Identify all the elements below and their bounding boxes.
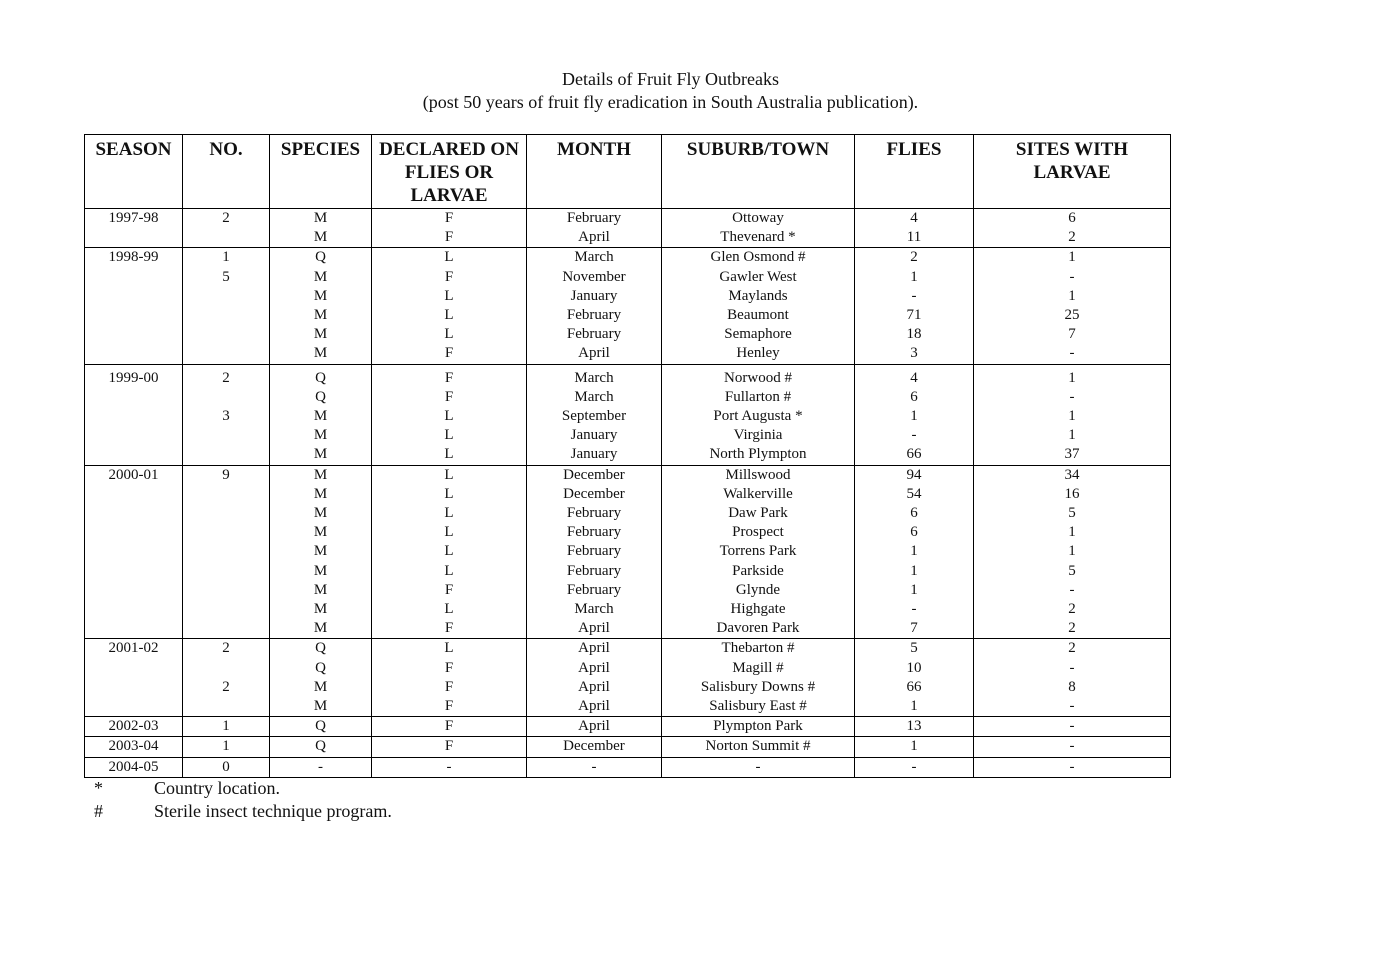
cell-species: M — [270, 325, 372, 344]
cell-suburb: Fullarton # — [662, 388, 855, 407]
cell-declared: F — [372, 344, 527, 364]
header-season: SEASON — [85, 135, 183, 209]
cell-sites: - — [974, 388, 1171, 407]
cell-declared: L — [372, 407, 527, 426]
cell-season — [85, 523, 183, 542]
cell-month: February — [527, 325, 662, 344]
cell-declared: F — [372, 737, 527, 757]
cell-flies: 7 — [855, 619, 974, 639]
cell-species: M — [270, 228, 372, 248]
cell-no: 1 — [183, 248, 270, 268]
cell-flies: - — [855, 600, 974, 619]
cell-no: 1 — [183, 737, 270, 757]
cell-sites: 25 — [974, 306, 1171, 325]
table-body — [85, 209, 1171, 778]
header-row — [85, 135, 1171, 209]
cell-suburb: Gawler West — [662, 268, 855, 287]
cell-month: February — [527, 542, 662, 561]
cell-season: 1998-99 — [85, 248, 183, 268]
cell-sites: 1 — [974, 542, 1171, 561]
cell-no: 2 — [183, 209, 270, 229]
cell-season: 2001-02 — [85, 639, 183, 659]
cell-species: Q — [270, 717, 372, 737]
cell-month: January — [527, 287, 662, 306]
cell-flies: 3 — [855, 344, 974, 364]
cell-no: 2 — [183, 639, 270, 659]
cell-declared: - — [372, 757, 527, 777]
cell-season: 1999-00 — [85, 364, 183, 388]
cell-suburb: Norwood # — [662, 364, 855, 388]
cell-species: M — [270, 562, 372, 581]
table-row — [85, 364, 1171, 388]
table-row — [85, 678, 1171, 697]
cell-sites: 34 — [974, 465, 1171, 485]
cell-flies: 4 — [855, 209, 974, 229]
cell-declared: F — [372, 268, 527, 287]
cell-sites: - — [974, 581, 1171, 600]
header-species: SPECIES — [270, 135, 372, 209]
cell-suburb: Salisbury East # — [662, 697, 855, 717]
table-row — [85, 504, 1171, 523]
cell-no — [183, 659, 270, 678]
cell-no — [183, 388, 270, 407]
cell-declared: L — [372, 639, 527, 659]
cell-sites: 8 — [974, 678, 1171, 697]
cell-season — [85, 659, 183, 678]
cell-month: April — [527, 619, 662, 639]
cell-declared: L — [372, 504, 527, 523]
cell-season — [85, 445, 183, 465]
cell-season — [85, 562, 183, 581]
cell-declared: F — [372, 697, 527, 717]
cell-species: M — [270, 678, 372, 697]
cell-no — [183, 523, 270, 542]
cell-declared: F — [372, 717, 527, 737]
footnote-text: Country location. — [154, 778, 280, 798]
cell-no: 3 — [183, 407, 270, 426]
cell-flies: 94 — [855, 465, 974, 485]
cell-month: December — [527, 737, 662, 757]
cell-suburb: Davoren Park — [662, 619, 855, 639]
cell-sites: 5 — [974, 504, 1171, 523]
cell-sites: 1 — [974, 364, 1171, 388]
cell-sites: 2 — [974, 639, 1171, 659]
cell-flies: 5 — [855, 639, 974, 659]
table-row — [85, 344, 1171, 364]
cell-sites: - — [974, 268, 1171, 287]
cell-suburb: Millswood — [662, 465, 855, 485]
cell-declared: L — [372, 445, 527, 465]
document-title: Details of Fruit Fly Outbreaks — [562, 69, 779, 89]
cell-no: 0 — [183, 757, 270, 777]
table-row — [85, 562, 1171, 581]
cell-flies: 4 — [855, 364, 974, 388]
cell-month: December — [527, 485, 662, 504]
cell-suburb: Norton Summit # — [662, 737, 855, 757]
cell-no — [183, 445, 270, 465]
cell-month: February — [527, 581, 662, 600]
cell-flies: - — [855, 757, 974, 777]
cell-flies: 6 — [855, 504, 974, 523]
cell-species: M — [270, 287, 372, 306]
cell-no — [183, 504, 270, 523]
cell-month: March — [527, 364, 662, 388]
cell-month: January — [527, 445, 662, 465]
cell-month: December — [527, 465, 662, 485]
cell-season — [85, 268, 183, 287]
cell-suburb: Virginia — [662, 426, 855, 445]
cell-season — [85, 485, 183, 504]
cell-flies: 1 — [855, 407, 974, 426]
table-row — [85, 717, 1171, 737]
table-row — [85, 697, 1171, 717]
cell-species: M — [270, 523, 372, 542]
cell-suburb: Glynde — [662, 581, 855, 600]
cell-sites: - — [974, 737, 1171, 757]
cell-sites: 2 — [974, 228, 1171, 248]
cell-species: M — [270, 485, 372, 504]
cell-no — [183, 344, 270, 364]
cell-suburb: Maylands — [662, 287, 855, 306]
cell-sites: 1 — [974, 523, 1171, 542]
cell-suburb: Parkside — [662, 562, 855, 581]
cell-flies: 11 — [855, 228, 974, 248]
cell-month: April — [527, 344, 662, 364]
cell-month: September — [527, 407, 662, 426]
cell-species: M — [270, 542, 372, 561]
footnote-symbol: * — [94, 778, 103, 798]
header-no: NO. — [183, 135, 270, 209]
table-row — [85, 445, 1171, 465]
cell-species: M — [270, 209, 372, 229]
cell-no: 2 — [183, 364, 270, 388]
cell-season — [85, 426, 183, 445]
cell-season — [85, 697, 183, 717]
cell-declared: L — [372, 248, 527, 268]
cell-season — [85, 581, 183, 600]
cell-suburb: Torrens Park — [662, 542, 855, 561]
cell-month: February — [527, 562, 662, 581]
cell-no — [183, 697, 270, 717]
cell-season — [85, 619, 183, 639]
table-row — [85, 639, 1171, 659]
table-row — [85, 209, 1171, 229]
table-row — [85, 407, 1171, 426]
header-sites: SITES WITH LARVAE — [974, 135, 1171, 209]
cell-sites: 2 — [974, 600, 1171, 619]
table-row — [85, 737, 1171, 757]
cell-month: April — [527, 659, 662, 678]
cell-species: Q — [270, 639, 372, 659]
cell-no — [183, 426, 270, 445]
cell-sites: 6 — [974, 209, 1171, 229]
cell-sites: - — [974, 697, 1171, 717]
cell-season: 2004-05 — [85, 757, 183, 777]
cell-suburb: North Plympton — [662, 445, 855, 465]
cell-season — [85, 325, 183, 344]
cell-no — [183, 562, 270, 581]
table-row — [85, 600, 1171, 619]
cell-species: M — [270, 619, 372, 639]
cell-suburb: Port Augusta * — [662, 407, 855, 426]
cell-declared: F — [372, 619, 527, 639]
cell-flies: 6 — [855, 523, 974, 542]
cell-season — [85, 228, 183, 248]
cell-season: 2002-03 — [85, 717, 183, 737]
cell-no — [183, 228, 270, 248]
table-row — [85, 465, 1171, 485]
table-row — [85, 426, 1171, 445]
cell-species: M — [270, 407, 372, 426]
cell-suburb: Thebarton # — [662, 639, 855, 659]
cell-flies: 1 — [855, 268, 974, 287]
cell-species: M — [270, 426, 372, 445]
cell-sites: 37 — [974, 445, 1171, 465]
cell-declared: L — [372, 426, 527, 445]
cell-month: November — [527, 268, 662, 287]
cell-no — [183, 485, 270, 504]
cell-suburb: Semaphore — [662, 325, 855, 344]
cell-flies: 2 — [855, 248, 974, 268]
cell-no — [183, 542, 270, 561]
cell-no: 9 — [183, 465, 270, 485]
cell-sites: - — [974, 344, 1171, 364]
cell-declared: F — [372, 209, 527, 229]
cell-flies: 71 — [855, 306, 974, 325]
cell-declared: F — [372, 678, 527, 697]
cell-declared: F — [372, 659, 527, 678]
cell-season — [85, 344, 183, 364]
cell-flies: 10 — [855, 659, 974, 678]
cell-flies: 1 — [855, 542, 974, 561]
cell-species: M — [270, 306, 372, 325]
table-row — [85, 287, 1171, 306]
cell-no — [183, 325, 270, 344]
cell-species: M — [270, 581, 372, 600]
cell-season — [85, 678, 183, 697]
document-subtitle: (post 50 years of fruit fly eradication in South Australia publication). — [422, 92, 919, 112]
cell-sites: 1 — [974, 248, 1171, 268]
cell-flies: - — [855, 287, 974, 306]
cell-month: March — [527, 248, 662, 268]
cell-no: 5 — [183, 268, 270, 287]
cell-species: Q — [270, 737, 372, 757]
cell-month: April — [527, 639, 662, 659]
cell-declared: L — [372, 523, 527, 542]
cell-month: April — [527, 717, 662, 737]
table-row — [85, 581, 1171, 600]
cell-species: M — [270, 697, 372, 717]
cell-species: - — [270, 757, 372, 777]
cell-declared: L — [372, 485, 527, 504]
cell-month: February — [527, 306, 662, 325]
cell-sites: 5 — [974, 562, 1171, 581]
cell-month: February — [527, 523, 662, 542]
cell-suburb: Magill # — [662, 659, 855, 678]
outbreaks-table — [84, 134, 1171, 778]
cell-season — [85, 542, 183, 561]
cell-suburb: - — [662, 757, 855, 777]
cell-species: M — [270, 445, 372, 465]
cell-no — [183, 619, 270, 639]
cell-season — [85, 388, 183, 407]
cell-month: February — [527, 209, 662, 229]
cell-no: 2 — [183, 678, 270, 697]
table-row — [85, 325, 1171, 344]
cell-no — [183, 581, 270, 600]
cell-season: 2003-04 — [85, 737, 183, 757]
header-month: MONTH — [527, 135, 662, 209]
cell-flies: 66 — [855, 678, 974, 697]
cell-suburb: Prospect — [662, 523, 855, 542]
cell-declared: L — [372, 287, 527, 306]
cell-declared: F — [372, 581, 527, 600]
cell-species: Q — [270, 248, 372, 268]
table-row — [85, 659, 1171, 678]
cell-season: 2000-01 — [85, 465, 183, 485]
cell-species: M — [270, 465, 372, 485]
cell-declared: L — [372, 465, 527, 485]
header-declared: DECLARED ON FLIES OR LARVAE — [372, 135, 527, 209]
cell-suburb: Ottoway — [662, 209, 855, 229]
cell-sites: 1 — [974, 426, 1171, 445]
cell-season — [85, 287, 183, 306]
cell-flies: 1 — [855, 562, 974, 581]
cell-declared: L — [372, 325, 527, 344]
cell-declared: L — [372, 562, 527, 581]
cell-declared: L — [372, 306, 527, 325]
header-flies: FLIES — [855, 135, 974, 209]
cell-sites: 1 — [974, 287, 1171, 306]
cell-season — [85, 600, 183, 619]
cell-season — [85, 504, 183, 523]
table-row — [85, 619, 1171, 639]
cell-no — [183, 600, 270, 619]
cell-species: M — [270, 344, 372, 364]
footnote-symbol: # — [94, 801, 103, 821]
cell-season — [85, 407, 183, 426]
cell-sites: - — [974, 757, 1171, 777]
cell-flies: 66 — [855, 445, 974, 465]
cell-season — [85, 306, 183, 325]
table-row — [85, 757, 1171, 777]
cell-declared: L — [372, 542, 527, 561]
header-suburb: SUBURB/TOWN — [662, 135, 855, 209]
cell-flies: 54 — [855, 485, 974, 504]
cell-species: M — [270, 600, 372, 619]
cell-flies: 1 — [855, 737, 974, 757]
table-row — [85, 388, 1171, 407]
cell-species: M — [270, 504, 372, 523]
cell-no: 1 — [183, 717, 270, 737]
cell-month: March — [527, 388, 662, 407]
cell-flies: 18 — [855, 325, 974, 344]
table-row — [85, 523, 1171, 542]
cell-suburb: Highgate — [662, 600, 855, 619]
cell-species: Q — [270, 659, 372, 678]
cell-suburb: Thevenard * — [662, 228, 855, 248]
cell-species: Q — [270, 364, 372, 388]
cell-sites: 7 — [974, 325, 1171, 344]
cell-sites: 1 — [974, 407, 1171, 426]
table-row — [85, 542, 1171, 561]
cell-month: January — [527, 426, 662, 445]
table-row — [85, 306, 1171, 325]
cell-sites: - — [974, 659, 1171, 678]
cell-month: March — [527, 600, 662, 619]
table-row — [85, 228, 1171, 248]
cell-declared: F — [372, 364, 527, 388]
cell-suburb: Henley — [662, 344, 855, 364]
cell-month: April — [527, 697, 662, 717]
cell-season: 1997-98 — [85, 209, 183, 229]
cell-no — [183, 306, 270, 325]
cell-suburb: Glen Osmond # — [662, 248, 855, 268]
cell-flies: 1 — [855, 581, 974, 600]
cell-no — [183, 287, 270, 306]
cell-species: Q — [270, 388, 372, 407]
cell-flies: - — [855, 426, 974, 445]
cell-month: April — [527, 678, 662, 697]
cell-species: M — [270, 268, 372, 287]
cell-suburb: Walkerville — [662, 485, 855, 504]
cell-declared: F — [372, 228, 527, 248]
cell-month: - — [527, 757, 662, 777]
cell-suburb: Plympton Park — [662, 717, 855, 737]
footnote-text: Sterile insect technique program. — [154, 801, 392, 821]
cell-suburb: Beaumont — [662, 306, 855, 325]
cell-declared: L — [372, 600, 527, 619]
cell-flies: 13 — [855, 717, 974, 737]
table-row — [85, 248, 1171, 268]
cell-sites: - — [974, 717, 1171, 737]
cell-flies: 6 — [855, 388, 974, 407]
cell-declared: F — [372, 388, 527, 407]
cell-sites: 2 — [974, 619, 1171, 639]
cell-flies: 1 — [855, 697, 974, 717]
table-row — [85, 268, 1171, 287]
cell-month: February — [527, 504, 662, 523]
cell-sites: 16 — [974, 485, 1171, 504]
cell-suburb: Daw Park — [662, 504, 855, 523]
cell-suburb: Salisbury Downs # — [662, 678, 855, 697]
table-row — [85, 485, 1171, 504]
cell-month: April — [527, 228, 662, 248]
